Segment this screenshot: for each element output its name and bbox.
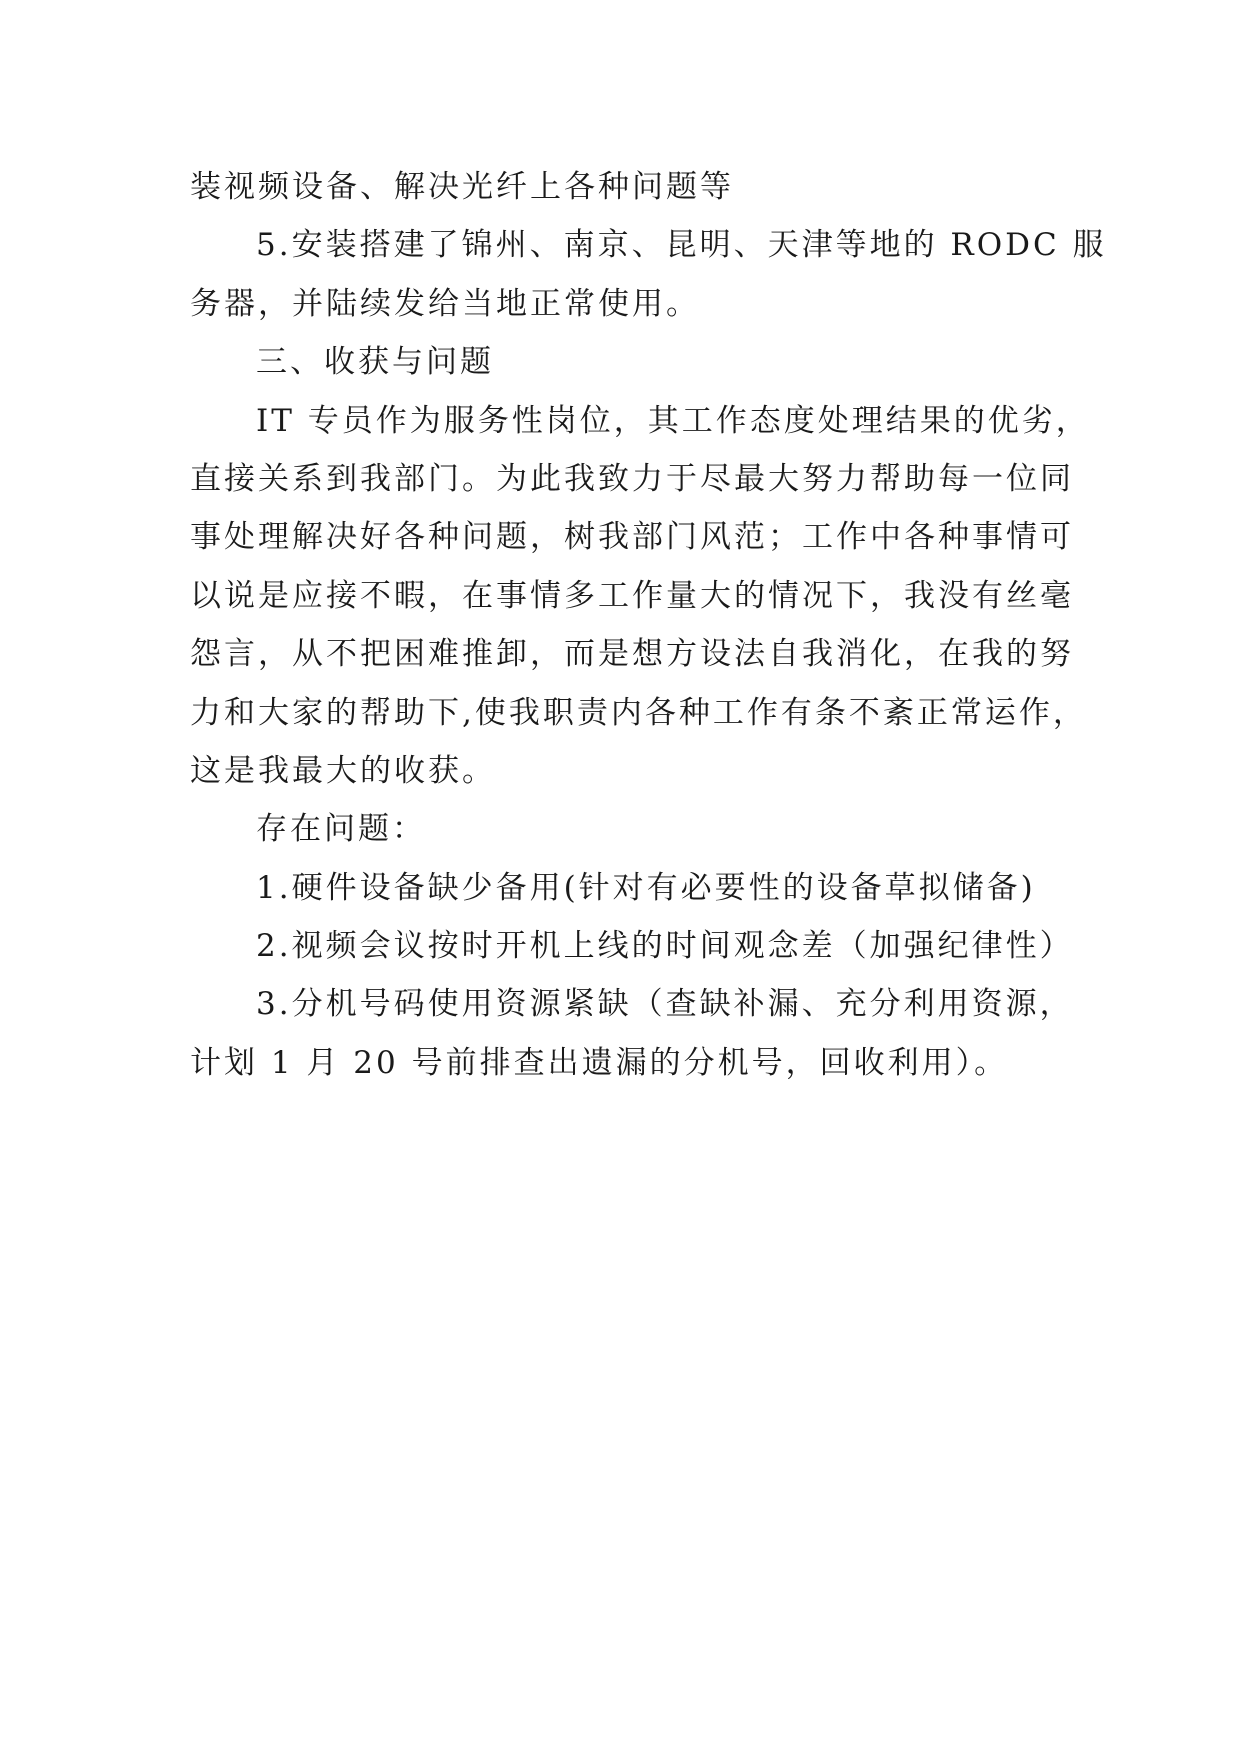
list-item: 1.硬件设备缺少备用(针对有必要性的设备草拟储备)	[256, 869, 1036, 906]
list-item: 3.分机号码使用资源紧缺（查缺补漏、充分利用资源，	[256, 986, 1074, 1023]
paragraph-line: 计划 1 月 20 号前排查出遗漏的分机号，回收利用）。	[190, 1044, 1009, 1081]
list-item: 2.视频会议按时开机上线的时间观念差（加强纪律性）	[256, 928, 1074, 965]
paragraph-line: IT 专员作为服务性岗位，其工作态度处理结果的优劣，	[256, 402, 1090, 439]
section-heading: 存在问题：	[256, 811, 426, 848]
document-body	[190, 158, 1107, 1092]
paragraph-line: 直接关系到我部门。为此我致力于尽最大努力帮助每一位同	[190, 460, 1074, 497]
paragraph-line: 这是我最大的收获。	[190, 752, 496, 789]
paragraph-line: 力和大家的帮助下,使我职责内各种工作有条不紊正常运作，	[190, 694, 1087, 731]
paragraph-line: 装视频设备、解决光纤上各种问题等	[190, 169, 734, 205]
section-heading: 三、收获与问题	[256, 344, 494, 381]
paragraph-line: 怨言，从不把困难推卸，而是想方设法自我消化，在我的努	[190, 636, 1074, 673]
paragraph-line: 务器，并陆续发给当地正常使用。	[190, 285, 700, 322]
paragraph-line: 以说是应接不暇，在事情多工作量大的情况下，我没有丝毫	[190, 577, 1074, 614]
paragraph-line: 事处理解决好各种问题，树我部门风范；工作中各种事情可	[190, 519, 1074, 556]
paragraph-line: 5.安装搭建了锦州、南京、昆明、天津等地的 RODC 服	[256, 227, 1107, 264]
